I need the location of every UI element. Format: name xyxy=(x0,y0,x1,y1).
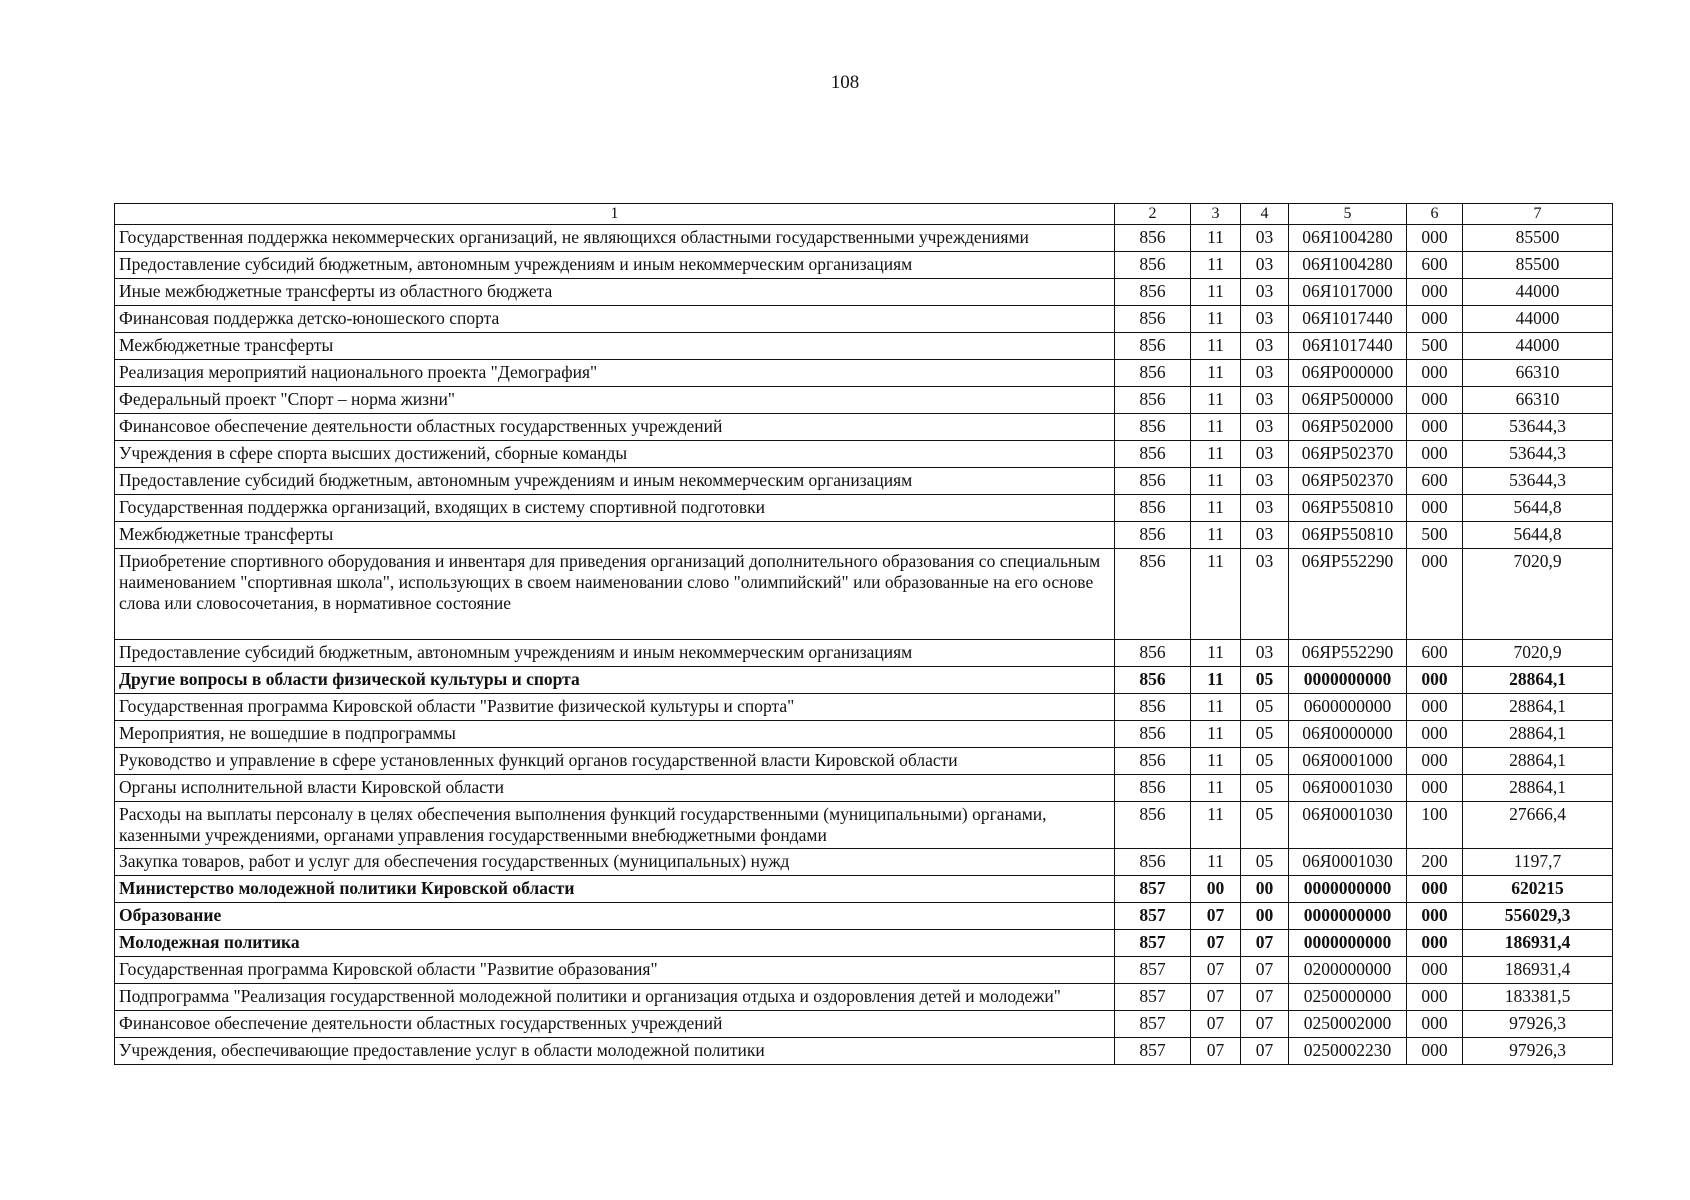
row-amount: 66310 xyxy=(1463,387,1613,414)
row-ministry-code: 857 xyxy=(1115,984,1191,1011)
row-subsection-code: 05 xyxy=(1241,667,1289,694)
row-name: Финансовое обеспечение деятельности областных государственных учреждений xyxy=(115,414,1115,441)
row-target-article: 06Я0001030 xyxy=(1289,849,1407,876)
row-name: Финансовая поддержка детско-юношеского спорта xyxy=(115,306,1115,333)
row-expense-type: 000 xyxy=(1407,360,1463,387)
row-subsection-code: 03 xyxy=(1241,279,1289,306)
row-target-article: 0000000000 xyxy=(1289,667,1407,694)
row-expense-type: 600 xyxy=(1407,468,1463,495)
row-expense-type: 000 xyxy=(1407,1011,1463,1038)
row-subsection-code: 07 xyxy=(1241,984,1289,1011)
row-section-code: 11 xyxy=(1191,849,1241,876)
table-row xyxy=(115,333,1613,360)
row-subsection-code: 03 xyxy=(1241,252,1289,279)
row-subsection-code: 05 xyxy=(1241,748,1289,775)
row-section-code: 11 xyxy=(1191,387,1241,414)
table-row xyxy=(115,360,1613,387)
row-ministry-code: 856 xyxy=(1115,414,1191,441)
column-header-2: 2 xyxy=(1115,204,1191,225)
table-row xyxy=(115,694,1613,721)
row-ministry-code: 856 xyxy=(1115,640,1191,667)
row-expense-type: 000 xyxy=(1407,667,1463,694)
row-amount: 28864,1 xyxy=(1463,721,1613,748)
row-subsection-code: 03 xyxy=(1241,225,1289,252)
row-ministry-code: 857 xyxy=(1115,903,1191,930)
row-name: Межбюджетные трансферты xyxy=(115,333,1115,360)
row-name: Государственная поддержка организаций, входящих в систему спортивной подготовки xyxy=(115,495,1115,522)
row-subsection-code: 07 xyxy=(1241,1011,1289,1038)
table-row xyxy=(115,802,1613,849)
row-name: Приобретение спортивного оборудования и инвентаря для приведения организаций дополнительного образования со специальным наименованием "спортивная школа", использующих в своем наименовании слово "олимпийский" или образованные на его основе слова или словосочетания, в нормативное состояние xyxy=(115,549,1115,640)
row-target-article: 06ЯР500000 xyxy=(1289,387,1407,414)
row-target-article: 06Я1004280 xyxy=(1289,252,1407,279)
row-target-article: 0250000000 xyxy=(1289,984,1407,1011)
row-target-article: 06ЯР000000 xyxy=(1289,360,1407,387)
row-amount: 7020,9 xyxy=(1463,549,1613,640)
row-target-article: 0250002230 xyxy=(1289,1038,1407,1065)
row-section-code: 11 xyxy=(1191,360,1241,387)
table-row xyxy=(115,225,1613,252)
row-name: Предоставление субсидий бюджетным, автономным учреждениям и иным некоммерческим организациям xyxy=(115,640,1115,667)
row-ministry-code: 856 xyxy=(1115,667,1191,694)
row-section-code: 11 xyxy=(1191,640,1241,667)
row-target-article: 06Я0001000 xyxy=(1289,748,1407,775)
row-subsection-code: 07 xyxy=(1241,957,1289,984)
column-header-7: 7 xyxy=(1463,204,1613,225)
row-expense-type: 000 xyxy=(1407,549,1463,640)
table-row xyxy=(115,930,1613,957)
row-ministry-code: 856 xyxy=(1115,495,1191,522)
row-expense-type: 000 xyxy=(1407,441,1463,468)
row-name: Государственная программа Кировской области "Развитие физической культуры и спорта" xyxy=(115,694,1115,721)
table-row xyxy=(115,387,1613,414)
row-target-article: 06Я0001030 xyxy=(1289,802,1407,849)
row-expense-type: 000 xyxy=(1407,1038,1463,1065)
row-amount: 44000 xyxy=(1463,306,1613,333)
row-ministry-code: 857 xyxy=(1115,876,1191,903)
row-amount: 28864,1 xyxy=(1463,775,1613,802)
table-row xyxy=(115,721,1613,748)
row-expense-type: 000 xyxy=(1407,876,1463,903)
row-expense-type: 000 xyxy=(1407,387,1463,414)
column-header-3: 3 xyxy=(1191,204,1241,225)
row-target-article: 06Я1017440 xyxy=(1289,333,1407,360)
row-expense-type: 000 xyxy=(1407,775,1463,802)
row-name: Мероприятия, не вошедшие в подпрограммы xyxy=(115,721,1115,748)
row-name: Федеральный проект "Спорт – норма жизни" xyxy=(115,387,1115,414)
row-name: Органы исполнительной власти Кировской области xyxy=(115,775,1115,802)
row-section-code: 11 xyxy=(1191,549,1241,640)
row-target-article: 06Я0001030 xyxy=(1289,775,1407,802)
row-section-code: 11 xyxy=(1191,279,1241,306)
row-name: Иные межбюджетные трансферты из областного бюджета xyxy=(115,279,1115,306)
row-expense-type: 200 xyxy=(1407,849,1463,876)
row-subsection-code: 03 xyxy=(1241,522,1289,549)
row-ministry-code: 856 xyxy=(1115,468,1191,495)
row-section-code: 11 xyxy=(1191,468,1241,495)
row-amount: 5644,8 xyxy=(1463,495,1613,522)
row-name: Финансовое обеспечение деятельности областных государственных учреждений xyxy=(115,1011,1115,1038)
row-ministry-code: 856 xyxy=(1115,360,1191,387)
row-expense-type: 000 xyxy=(1407,903,1463,930)
row-expense-type: 000 xyxy=(1407,930,1463,957)
row-target-article: 06ЯР550810 xyxy=(1289,522,1407,549)
table-row xyxy=(115,306,1613,333)
row-name: Межбюджетные трансферты xyxy=(115,522,1115,549)
row-expense-type: 000 xyxy=(1407,957,1463,984)
row-section-code: 11 xyxy=(1191,306,1241,333)
table-row xyxy=(115,1011,1613,1038)
column-header-6: 6 xyxy=(1407,204,1463,225)
row-ministry-code: 856 xyxy=(1115,849,1191,876)
row-expense-type: 600 xyxy=(1407,252,1463,279)
table-row xyxy=(115,414,1613,441)
row-name: Расходы на выплаты персоналу в целях обеспечения выполнения функций государственными (муниципальными) органами, казенными учреждениями, органами управления государственными внебюджетными фондами xyxy=(115,802,1115,849)
row-target-article: 0000000000 xyxy=(1289,903,1407,930)
row-name: Министерство молодежной политики Кировской области xyxy=(115,876,1115,903)
row-subsection-code: 03 xyxy=(1241,414,1289,441)
row-expense-type: 100 xyxy=(1407,802,1463,849)
row-amount: 28864,1 xyxy=(1463,748,1613,775)
row-amount: 97926,3 xyxy=(1463,1011,1613,1038)
row-subsection-code: 05 xyxy=(1241,721,1289,748)
table-row xyxy=(115,903,1613,930)
row-ministry-code: 857 xyxy=(1115,1038,1191,1065)
row-expense-type: 000 xyxy=(1407,225,1463,252)
row-section-code: 11 xyxy=(1191,667,1241,694)
row-subsection-code: 00 xyxy=(1241,903,1289,930)
column-header-1: 1 xyxy=(115,204,1115,225)
column-header-4: 4 xyxy=(1241,204,1289,225)
row-ministry-code: 856 xyxy=(1115,252,1191,279)
row-target-article: 0250002000 xyxy=(1289,1011,1407,1038)
row-ministry-code: 857 xyxy=(1115,1011,1191,1038)
row-section-code: 11 xyxy=(1191,333,1241,360)
row-amount: 44000 xyxy=(1463,279,1613,306)
table-row xyxy=(115,849,1613,876)
row-amount: 183381,5 xyxy=(1463,984,1613,1011)
row-ministry-code: 856 xyxy=(1115,549,1191,640)
row-section-code: 11 xyxy=(1191,252,1241,279)
row-name: Другие вопросы в области физической культуры и спорта xyxy=(115,667,1115,694)
row-subsection-code: 03 xyxy=(1241,360,1289,387)
row-target-article: 0200000000 xyxy=(1289,957,1407,984)
row-subsection-code: 03 xyxy=(1241,333,1289,360)
table-row xyxy=(115,667,1613,694)
row-amount: 1197,7 xyxy=(1463,849,1613,876)
row-expense-type: 000 xyxy=(1407,748,1463,775)
row-target-article: 06ЯР552290 xyxy=(1289,549,1407,640)
row-name: Предоставление субсидий бюджетным, автономным учреждениям и иным некоммерческим организациям xyxy=(115,468,1115,495)
row-ministry-code: 856 xyxy=(1115,721,1191,748)
row-subsection-code: 03 xyxy=(1241,495,1289,522)
row-section-code: 07 xyxy=(1191,957,1241,984)
row-amount: 28864,1 xyxy=(1463,667,1613,694)
header-row xyxy=(115,204,1613,225)
row-expense-type: 000 xyxy=(1407,306,1463,333)
row-target-article: 06ЯР552290 xyxy=(1289,640,1407,667)
row-name: Предоставление субсидий бюджетным, автономным учреждениям и иным некоммерческим организациям xyxy=(115,252,1115,279)
row-subsection-code: 07 xyxy=(1241,930,1289,957)
row-subsection-code: 07 xyxy=(1241,1038,1289,1065)
row-amount: 28864,1 xyxy=(1463,694,1613,721)
row-name: Подпрограмма "Реализация государственной молодежной политики и организация отдыха и оздоровления детей и молодежи" xyxy=(115,984,1115,1011)
row-subsection-code: 00 xyxy=(1241,876,1289,903)
row-amount: 53644,3 xyxy=(1463,441,1613,468)
row-target-article: 06ЯР502000 xyxy=(1289,414,1407,441)
row-name: Руководство и управление в сфере установленных функций органов государственной власти Кировской области xyxy=(115,748,1115,775)
table-body xyxy=(115,225,1613,1065)
row-section-code: 07 xyxy=(1191,930,1241,957)
table-row xyxy=(115,640,1613,667)
row-expense-type: 500 xyxy=(1407,522,1463,549)
row-section-code: 07 xyxy=(1191,903,1241,930)
row-ministry-code: 856 xyxy=(1115,441,1191,468)
row-subsection-code: 03 xyxy=(1241,640,1289,667)
row-target-article: 0000000000 xyxy=(1289,876,1407,903)
row-name: Учреждения, обеспечивающие предоставление услуг в области молодежной политики xyxy=(115,1038,1115,1065)
table-row xyxy=(115,441,1613,468)
row-ministry-code: 856 xyxy=(1115,225,1191,252)
row-section-code: 00 xyxy=(1191,876,1241,903)
row-ministry-code: 856 xyxy=(1115,775,1191,802)
row-name: Молодежная политика xyxy=(115,930,1115,957)
row-section-code: 07 xyxy=(1191,1038,1241,1065)
row-section-code: 11 xyxy=(1191,748,1241,775)
row-section-code: 11 xyxy=(1191,441,1241,468)
row-name: Реализация мероприятий национального проекта "Демография" xyxy=(115,360,1115,387)
row-section-code: 07 xyxy=(1191,1011,1241,1038)
row-expense-type: 000 xyxy=(1407,495,1463,522)
row-name: Учреждения в сфере спорта высших достижений, сборные команды xyxy=(115,441,1115,468)
column-header-5: 5 xyxy=(1289,204,1407,225)
row-amount: 556029,3 xyxy=(1463,903,1613,930)
row-expense-type: 000 xyxy=(1407,694,1463,721)
row-expense-type: 500 xyxy=(1407,333,1463,360)
row-ministry-code: 856 xyxy=(1115,802,1191,849)
table-row xyxy=(115,495,1613,522)
row-section-code: 11 xyxy=(1191,522,1241,549)
row-target-article: 06ЯР550810 xyxy=(1289,495,1407,522)
row-section-code: 07 xyxy=(1191,984,1241,1011)
table-row xyxy=(115,957,1613,984)
table-row xyxy=(115,468,1613,495)
row-amount: 53644,3 xyxy=(1463,468,1613,495)
row-target-article: 06ЯР502370 xyxy=(1289,441,1407,468)
row-target-article: 0000000000 xyxy=(1289,930,1407,957)
row-ministry-code: 856 xyxy=(1115,306,1191,333)
row-ministry-code: 857 xyxy=(1115,930,1191,957)
row-section-code: 11 xyxy=(1191,721,1241,748)
row-section-code: 11 xyxy=(1191,225,1241,252)
row-amount: 97926,3 xyxy=(1463,1038,1613,1065)
table-row xyxy=(115,279,1613,306)
row-ministry-code: 856 xyxy=(1115,522,1191,549)
row-target-article: 06Я1017440 xyxy=(1289,306,1407,333)
row-ministry-code: 856 xyxy=(1115,387,1191,414)
table-row xyxy=(115,252,1613,279)
row-subsection-code: 03 xyxy=(1241,468,1289,495)
row-name: Государственная программа Кировской области "Развитие образования" xyxy=(115,957,1115,984)
budget-table xyxy=(114,203,1613,1065)
row-amount: 620215 xyxy=(1463,876,1613,903)
row-expense-type: 000 xyxy=(1407,721,1463,748)
row-expense-type: 000 xyxy=(1407,984,1463,1011)
row-subsection-code: 05 xyxy=(1241,849,1289,876)
row-ministry-code: 856 xyxy=(1115,748,1191,775)
row-target-article: 06ЯР502370 xyxy=(1289,468,1407,495)
row-subsection-code: 05 xyxy=(1241,694,1289,721)
row-name: Образование xyxy=(115,903,1115,930)
row-section-code: 11 xyxy=(1191,775,1241,802)
row-amount: 7020,9 xyxy=(1463,640,1613,667)
row-amount: 186931,4 xyxy=(1463,930,1613,957)
table-row xyxy=(115,549,1613,640)
row-amount: 27666,4 xyxy=(1463,802,1613,849)
row-target-article: 0600000000 xyxy=(1289,694,1407,721)
row-ministry-code: 856 xyxy=(1115,279,1191,306)
row-name: Государственная поддержка некоммерческих организаций, не являющихся областными государственными учреждениями xyxy=(115,225,1115,252)
table-row xyxy=(115,522,1613,549)
row-amount: 53644,3 xyxy=(1463,414,1613,441)
row-subsection-code: 03 xyxy=(1241,306,1289,333)
table-row xyxy=(115,984,1613,1011)
table-row xyxy=(115,775,1613,802)
row-section-code: 11 xyxy=(1191,694,1241,721)
row-subsection-code: 03 xyxy=(1241,387,1289,414)
row-subsection-code: 05 xyxy=(1241,802,1289,849)
row-subsection-code: 05 xyxy=(1241,775,1289,802)
row-amount: 5644,8 xyxy=(1463,522,1613,549)
row-target-article: 06Я1004280 xyxy=(1289,225,1407,252)
row-amount: 66310 xyxy=(1463,360,1613,387)
row-amount: 44000 xyxy=(1463,333,1613,360)
row-ministry-code: 856 xyxy=(1115,333,1191,360)
row-expense-type: 000 xyxy=(1407,414,1463,441)
row-target-article: 06Я0000000 xyxy=(1289,721,1407,748)
table-row xyxy=(115,748,1613,775)
row-expense-type: 600 xyxy=(1407,640,1463,667)
row-target-article: 06Я1017000 xyxy=(1289,279,1407,306)
row-amount: 85500 xyxy=(1463,252,1613,279)
row-subsection-code: 03 xyxy=(1241,441,1289,468)
row-ministry-code: 857 xyxy=(1115,957,1191,984)
table-row xyxy=(115,876,1613,903)
table-row xyxy=(115,1038,1613,1065)
page-number: 108 xyxy=(830,72,860,93)
row-expense-type: 000 xyxy=(1407,279,1463,306)
row-ministry-code: 856 xyxy=(1115,694,1191,721)
row-subsection-code: 03 xyxy=(1241,549,1289,640)
row-section-code: 11 xyxy=(1191,414,1241,441)
row-amount: 85500 xyxy=(1463,225,1613,252)
row-section-code: 11 xyxy=(1191,802,1241,849)
row-section-code: 11 xyxy=(1191,495,1241,522)
row-amount: 186931,4 xyxy=(1463,957,1613,984)
row-name: Закупка товаров, работ и услуг для обеспечения государственных (муниципальных) нужд xyxy=(115,849,1115,876)
